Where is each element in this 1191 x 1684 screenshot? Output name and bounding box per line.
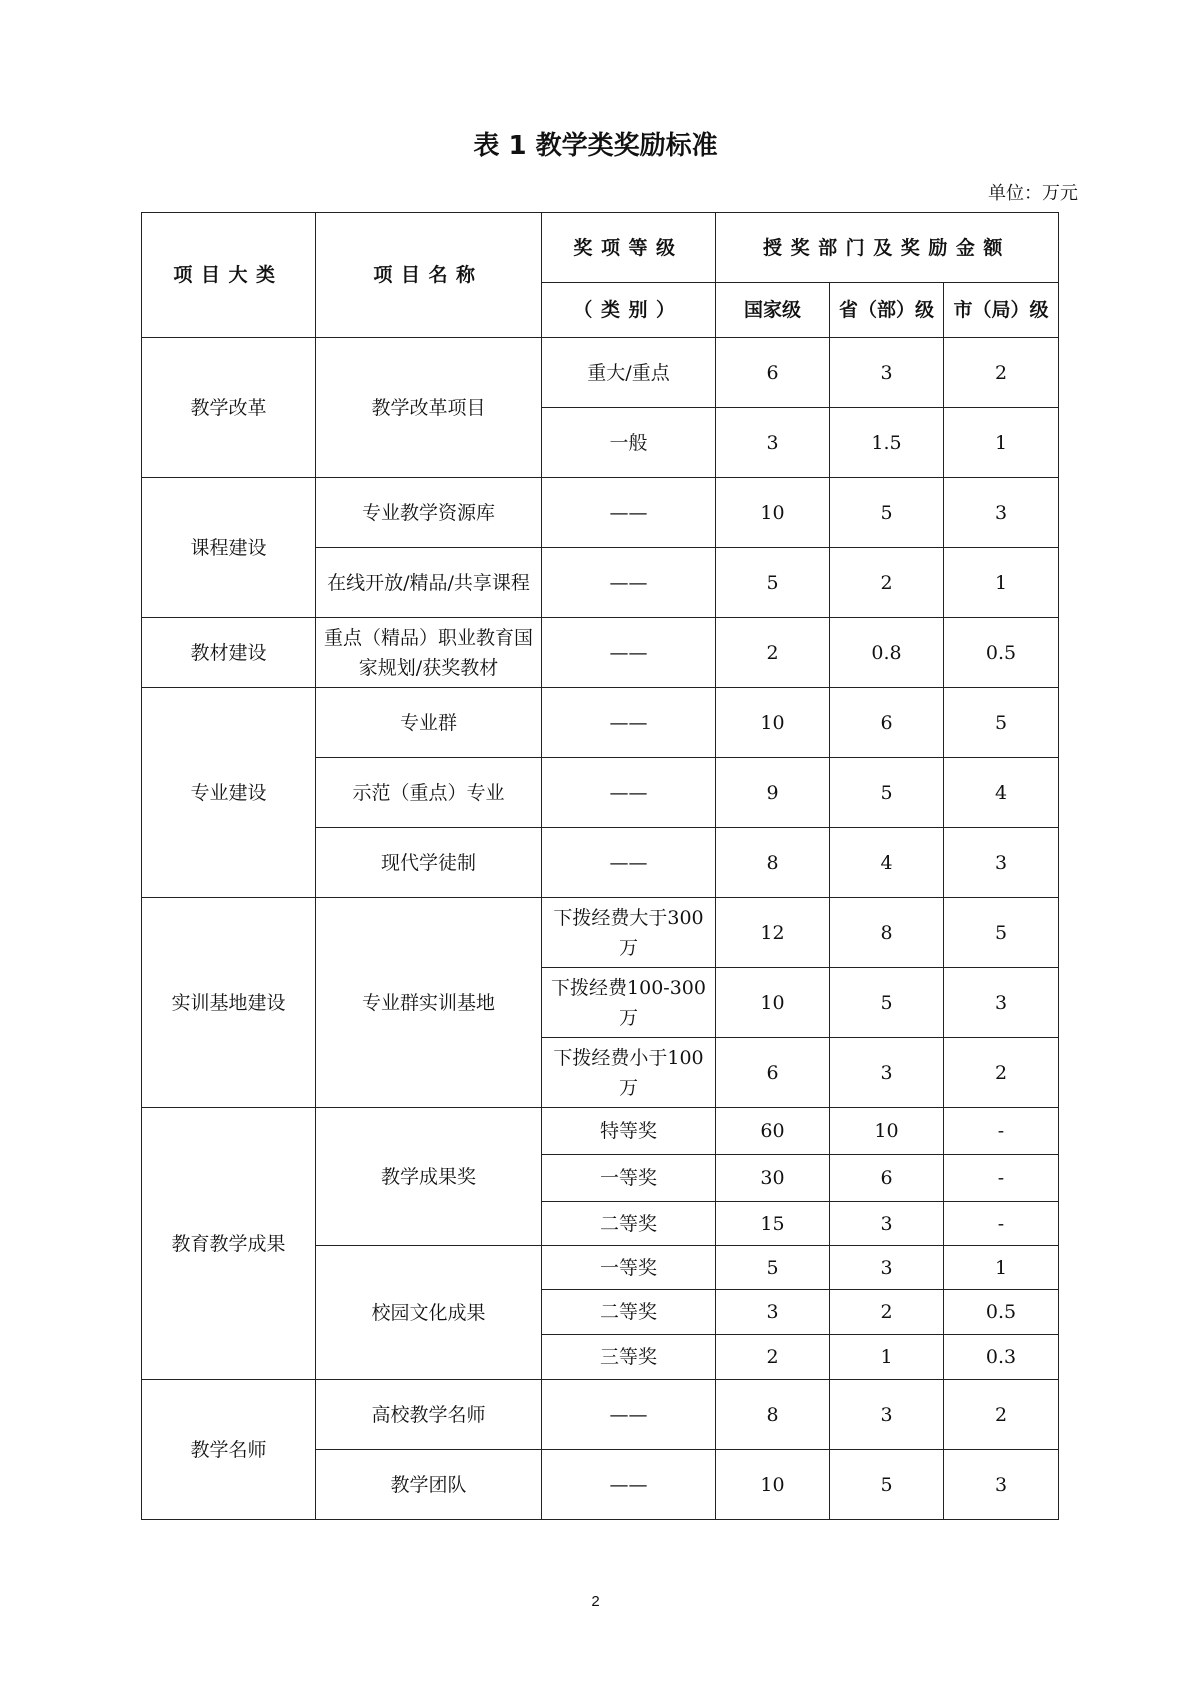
municipal-cell: 2 [944,1038,1059,1108]
provincial-cell: 1.5 [830,408,944,478]
category-cell: 教材建设 [142,618,316,688]
page-number: 2 [591,1593,600,1610]
level-cell: 一等奖 [542,1155,716,1202]
header-dept-amount: 授奖部门及奖励金额 [716,213,1059,283]
item-name-cell: 专业教学资源库 [316,478,542,548]
provincial-cell: 5 [830,968,944,1038]
national-cell: 5 [716,548,830,618]
table-row [142,478,1059,548]
level-cell: 特等奖 [542,1108,716,1155]
header-category: 项目大类 [142,213,316,338]
municipal-cell: 2 [944,1380,1059,1450]
level-cell: 下拨经费100-300 万 [542,968,716,1038]
level-cell: —— [542,618,716,688]
national-cell: 15 [716,1202,830,1246]
item-name-cell: 校园文化成果 [316,1246,542,1380]
item-name-cell: 教学团队 [316,1450,542,1520]
national-cell: 12 [716,898,830,968]
level-cell: 三等奖 [542,1335,716,1380]
table-row [142,898,1059,968]
table-row [142,688,1059,758]
municipal-cell: 3 [944,828,1059,898]
category-cell: 课程建设 [142,478,316,618]
municipal-cell: 3 [944,968,1059,1038]
level-cell: 下拨经费小于100 万 [542,1038,716,1108]
category-cell: 教育教学成果 [142,1108,316,1380]
municipal-cell: 3 [944,478,1059,548]
header-item-name: 项目名称 [316,213,542,338]
municipal-cell: 3 [944,1450,1059,1520]
table-row [142,338,1059,408]
national-cell: 3 [716,1290,830,1335]
item-name-cell: 示范（重点）专业 [316,758,542,828]
provincial-cell: 6 [830,1155,944,1202]
municipal-cell: 1 [944,408,1059,478]
national-cell: 9 [716,758,830,828]
national-cell: 10 [716,688,830,758]
national-cell: 5 [716,1246,830,1290]
provincial-cell: 4 [830,828,944,898]
table-row [142,618,1059,688]
level-cell: 下拨经费大于300 万 [542,898,716,968]
national-cell: 30 [716,1155,830,1202]
national-cell: 8 [716,828,830,898]
category-cell: 实训基地建设 [142,898,316,1108]
provincial-cell: 5 [830,758,944,828]
provincial-cell: 5 [830,1450,944,1520]
item-name-cell: 专业群实训基地 [316,898,542,1108]
national-cell: 10 [716,1450,830,1520]
item-name-cell: 教学改革项目 [316,338,542,478]
header-provincial: 省（部）级 [830,283,944,338]
national-cell: 60 [716,1108,830,1155]
category-cell: 教学名师 [142,1380,316,1520]
unit-label: 单位：万元 [988,183,1078,204]
national-cell: 2 [716,1335,830,1380]
level-cell: —— [542,688,716,758]
national-cell: 3 [716,408,830,478]
item-name-cell: 重点（精品）职业教育国家规划/获奖教材 [316,618,542,688]
category-cell: 专业建设 [142,688,316,898]
provincial-cell: 6 [830,688,944,758]
municipal-cell: 1 [944,548,1059,618]
level-cell: —— [542,478,716,548]
national-cell: 6 [716,1038,830,1108]
item-name-cell: 教学成果奖 [316,1108,542,1246]
municipal-cell: - [944,1202,1059,1246]
national-cell: 10 [716,968,830,1038]
provincial-cell: 3 [830,1038,944,1108]
level-cell: —— [542,758,716,828]
provincial-cell: 5 [830,478,944,548]
item-name-cell: 在线开放/精品/共享课程 [316,548,542,618]
municipal-cell: 2 [944,338,1059,408]
level-cell: —— [542,1450,716,1520]
provincial-cell: 3 [830,1380,944,1450]
level-cell: 二等奖 [542,1290,716,1335]
provincial-cell: 2 [830,548,944,618]
provincial-cell: 2 [830,1290,944,1335]
header-award-level: 奖项等级 [542,213,716,283]
provincial-cell: 3 [830,338,944,408]
municipal-cell: 0.3 [944,1335,1059,1380]
national-cell: 2 [716,618,830,688]
level-cell: 二等奖 [542,1202,716,1246]
table-title: 表 1 教学类奖励标准 [473,131,718,161]
level-cell: —— [542,1380,716,1450]
award-standards-table [141,212,1059,1520]
municipal-cell: 5 [944,898,1059,968]
level-cell: 一般 [542,408,716,478]
municipal-cell: 1 [944,1246,1059,1290]
provincial-cell: 8 [830,898,944,968]
national-cell: 8 [716,1380,830,1450]
municipal-cell: 0.5 [944,1290,1059,1335]
table-row [142,1108,1059,1155]
header-national: 国家级 [716,283,830,338]
provincial-cell: 0.8 [830,618,944,688]
item-name-cell: 现代学徒制 [316,828,542,898]
provincial-cell: 3 [830,1202,944,1246]
header-municipal: 市（局）级 [944,283,1059,338]
item-name-cell: 高校教学名师 [316,1380,542,1450]
provincial-cell: 10 [830,1108,944,1155]
level-cell: —— [542,548,716,618]
municipal-cell: 5 [944,688,1059,758]
item-name-cell: 专业群 [316,688,542,758]
provincial-cell: 1 [830,1335,944,1380]
level-cell: 一等奖 [542,1246,716,1290]
header-award-type: （类别） [542,283,716,338]
municipal-cell: - [944,1155,1059,1202]
municipal-cell: - [944,1108,1059,1155]
category-cell: 教学改革 [142,338,316,478]
level-cell: —— [542,828,716,898]
municipal-cell: 4 [944,758,1059,828]
national-cell: 10 [716,478,830,548]
level-cell: 重大/重点 [542,338,716,408]
municipal-cell: 0.5 [944,618,1059,688]
table-row [142,1380,1059,1450]
national-cell: 6 [716,338,830,408]
provincial-cell: 3 [830,1246,944,1290]
